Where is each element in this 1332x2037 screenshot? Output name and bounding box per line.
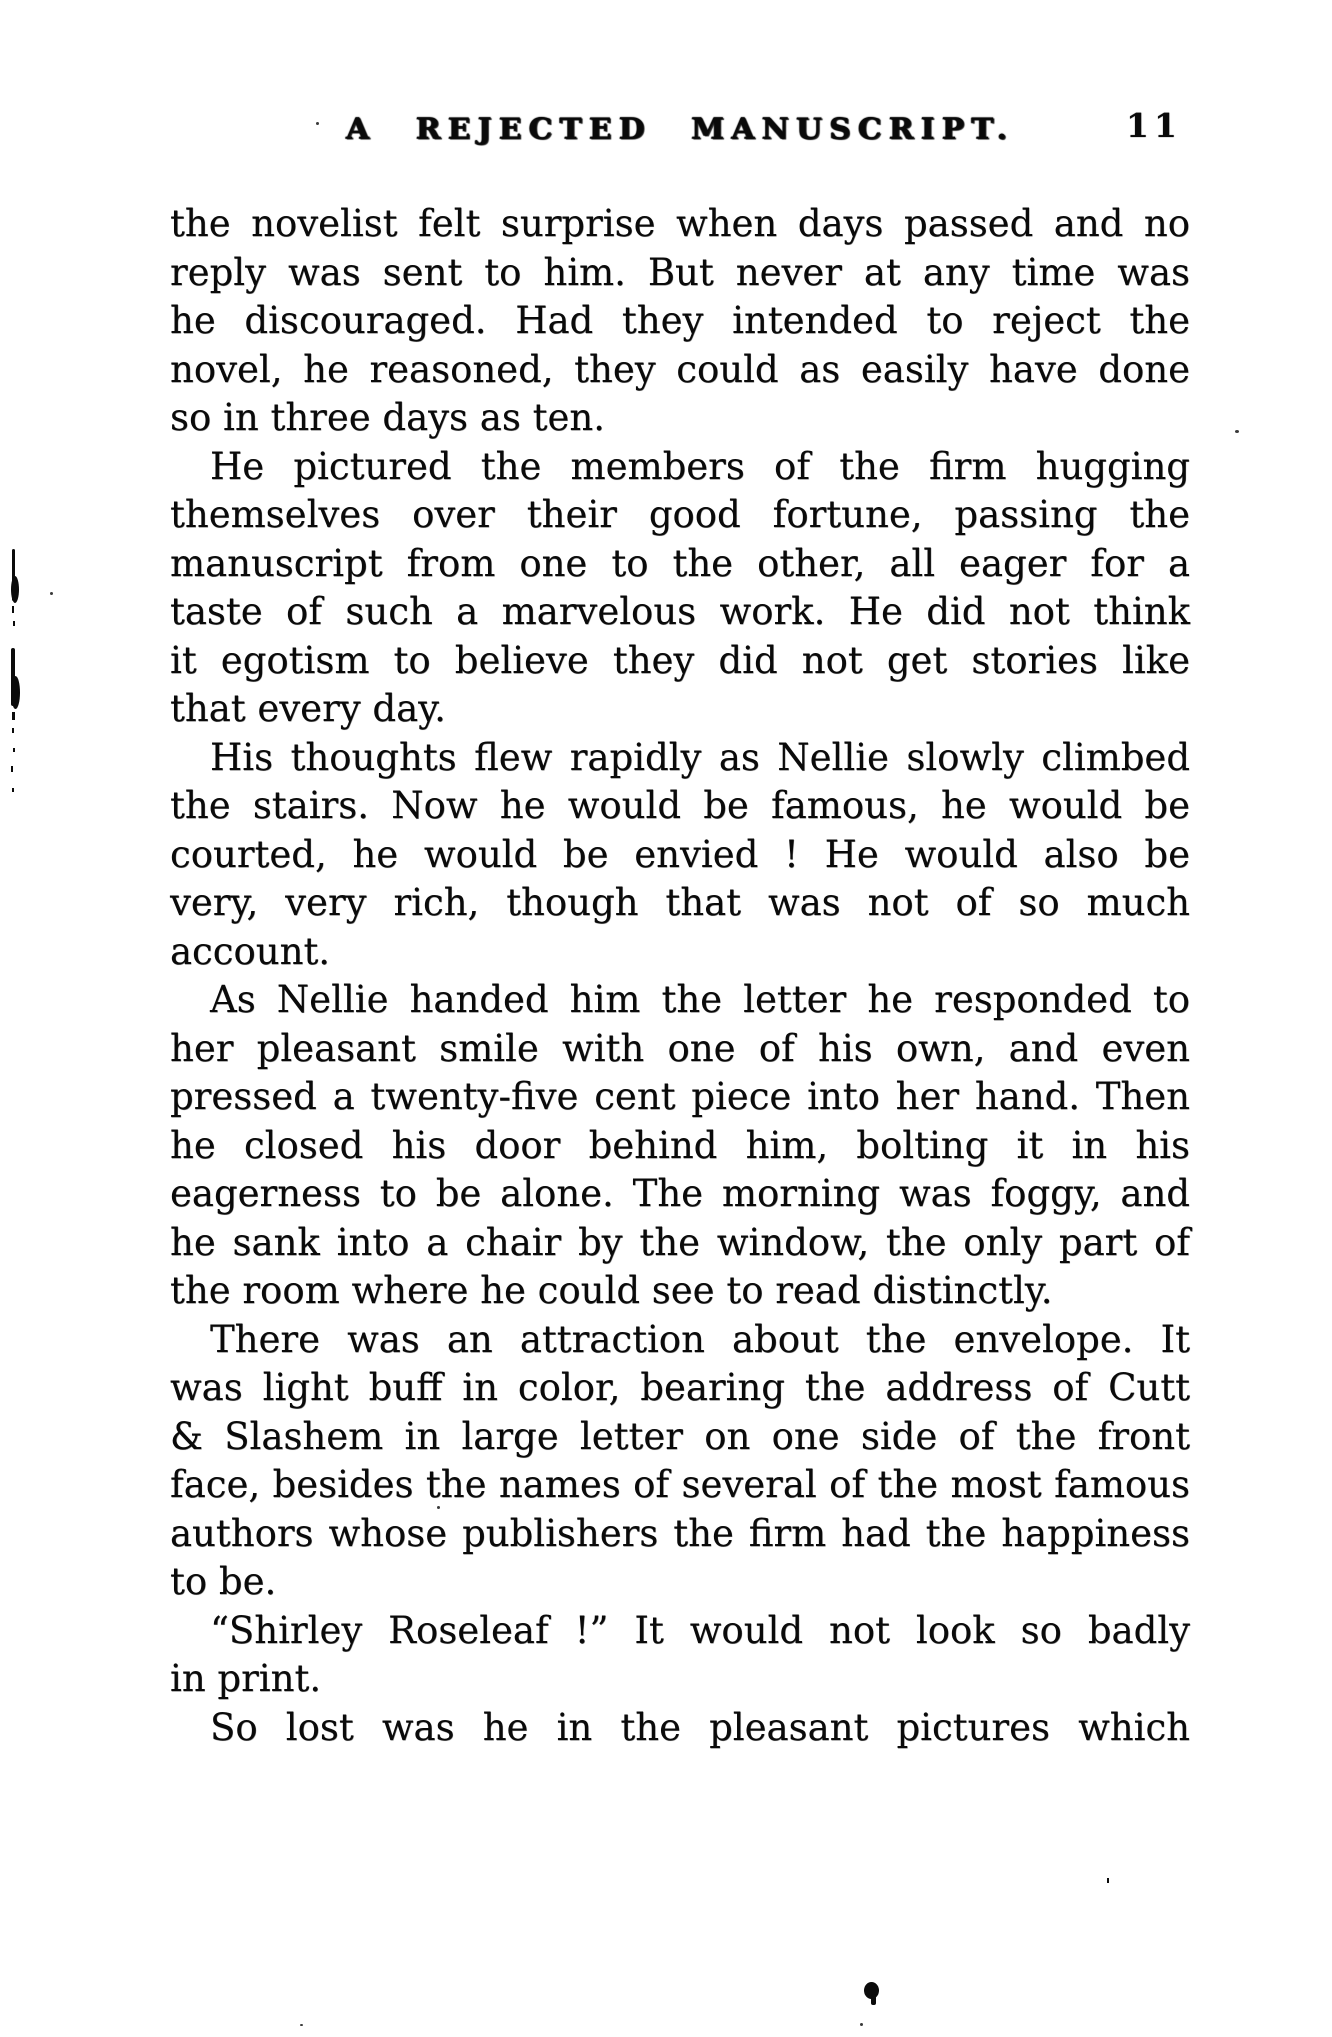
text-line: was light buff in color, bearing the address of Cutt (170, 1366, 1190, 1409)
margin-ink-speck (12, 728, 14, 733)
text-line: he discouraged. Had they intended to reject the (170, 299, 1190, 342)
text-line: As Nellie handed him the letter he responded to (210, 978, 1190, 1021)
ink-speck (50, 592, 53, 595)
margin-ink-speck (12, 788, 14, 792)
text-line: he sank into a chair by the window, the only part of (170, 1220, 1190, 1264)
text-line: “Shirley Roseleaf !” It would not look so badly (210, 1608, 1190, 1652)
text-line: themselves over their good fortune, passing the (170, 493, 1190, 536)
text-line: novel, he reasoned, they could as easily have done (170, 347, 1190, 391)
margin-ink-mark (11, 576, 19, 603)
ink-blot (871, 1994, 876, 2005)
margin-ink-speck (11, 766, 13, 772)
margin-ink-mark (12, 606, 14, 613)
text-line: authors whose publishers the firm had the happiness (170, 1511, 1190, 1555)
paragraph (170, 1607, 1190, 1704)
text-block (170, 200, 1190, 1752)
page-number: 11 (1126, 106, 1182, 145)
text-line: so in three days as ten. (170, 396, 605, 439)
text-line: So lost was he in the pleasant pictures which (210, 1705, 1190, 1749)
text-line: the novelist felt surprise when days passed and no (170, 202, 1190, 245)
paragraph (170, 734, 1190, 977)
margin-ink-mark (11, 676, 20, 709)
text-line: in print. (170, 1657, 322, 1700)
text-line: His thoughts flew rapidly as Nellie slowly climbed (210, 735, 1190, 779)
ink-speck (437, 1506, 440, 1509)
ink-speck (1235, 430, 1239, 433)
margin-ink-mark (13, 621, 15, 626)
text-line: it egotism to believe they did not get stories like (170, 638, 1190, 682)
text-line: he closed his door behind him, bolting it in his (170, 1123, 1190, 1167)
ink-speck (1107, 1878, 1109, 1883)
text-line: face, besides the names of several of the most famous (170, 1463, 1190, 1506)
paragraph (170, 1316, 1190, 1607)
running-header: A REJECTED MANUSCRIPT. (345, 112, 1015, 147)
text-line: pressed a twenty-five cent piece into her hand. Then (170, 1075, 1190, 1118)
ink-speck (300, 2024, 303, 2026)
text-line: that every day. (170, 687, 446, 730)
text-line: taste of such a marvelous work. He did not think (170, 590, 1190, 633)
text-line: very, very rich, though that was not of so much (170, 881, 1190, 924)
text-line: He pictured the members of the firm hugging (210, 444, 1190, 488)
text-line: reply was sent to him. But never at any time was (170, 250, 1190, 294)
paragraph (170, 1704, 1190, 1753)
text-line: manuscript from one to the other, all eager for a (170, 541, 1190, 585)
ink-speck (316, 122, 319, 125)
text-line: eagerness to be alone. The morning was foggy, and (170, 1172, 1190, 1215)
text-line: There was an attraction about the envelope. It (210, 1317, 1190, 1361)
text-line: the room where he could see to read distinctly. (170, 1269, 1053, 1312)
paragraph (170, 443, 1190, 734)
paragraph (170, 976, 1190, 1316)
text-line: her pleasant smile with one of his own, and even (170, 1026, 1190, 1070)
margin-ink-speck (12, 712, 15, 720)
ink-speck (860, 2023, 863, 2026)
text-line: account. (170, 929, 331, 973)
text-line: to be. (170, 1560, 277, 1603)
margin-ink-speck (13, 748, 15, 752)
text-line: & Slashem in large letter on one side of the front (170, 1414, 1190, 1458)
paragraph (170, 200, 1190, 443)
text-line: courted, he would be envied ! He would also be (170, 832, 1190, 876)
text-line: the stairs. Now he would be famous, he would be (170, 784, 1190, 827)
